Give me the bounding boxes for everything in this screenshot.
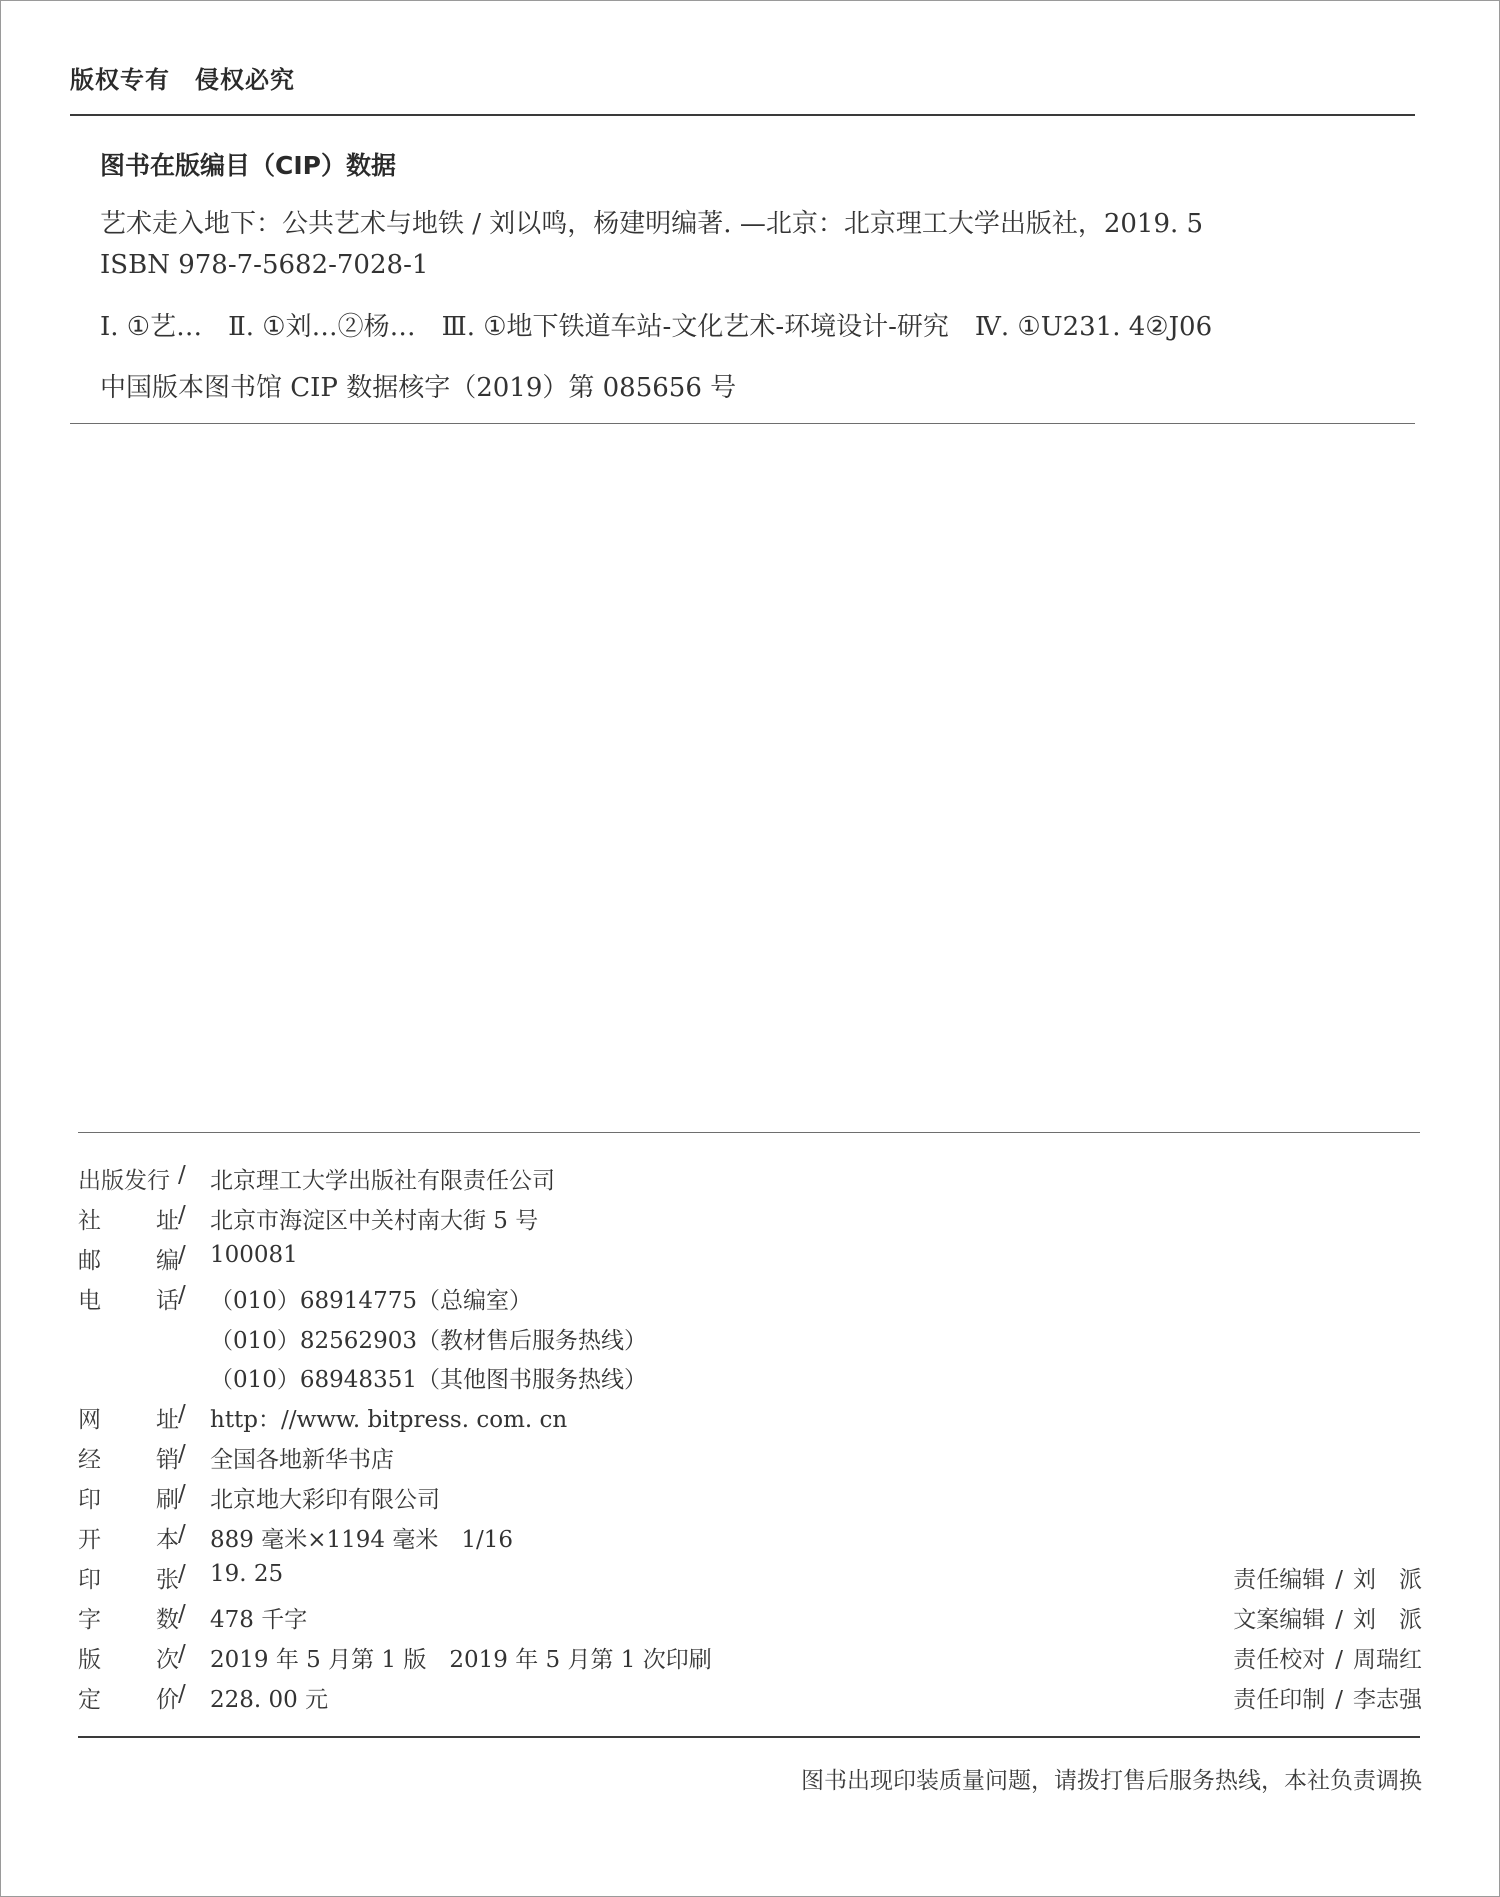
cip-line-subjects: Ⅰ. ①艺… Ⅱ. ①刘…②杨… Ⅲ. ①地下铁道车站-文化艺术-环境设计-研究 Ⅳ. ①U231. 4②J06 [100, 312, 1213, 342]
footer-rule [78, 1736, 1420, 1738]
pub-label: 印 张 [78, 1567, 179, 1593]
pub-value: （010）68948351（其他图书服务热线） [210, 1367, 647, 1393]
cip-bottom-rule [70, 423, 1415, 424]
pub-label: 社 址 [78, 1208, 179, 1234]
pub-label: 邮 编 [78, 1248, 179, 1274]
pub-label: 出版发行 [78, 1168, 170, 1194]
pub-label: 版 次 [78, 1647, 179, 1673]
pub-separator: / [178, 1401, 186, 1427]
pub-separator: / [178, 1601, 186, 1627]
cip-title: 图书在版编目（CIP）数据 [100, 151, 396, 180]
staff-role: 责任校对 [1233, 1647, 1326, 1673]
pub-value: （010）68914775（总编室） [210, 1288, 532, 1314]
pub-separator: / [178, 1521, 186, 1547]
pub-separator: / [178, 1282, 186, 1308]
staff-credit [1233, 1681, 1422, 1714]
staff-name: 刘 派 [1353, 1567, 1422, 1593]
staff-credit [1233, 1601, 1422, 1634]
pub-label: 网 址 [78, 1407, 179, 1433]
staff-separator: / [1335, 1647, 1343, 1673]
pub-separator: / [178, 1162, 186, 1188]
pub-value: 2019 年 5 月第 1 版 2019 年 5 月第 1 次印刷 [210, 1647, 712, 1673]
pub-value: http：//www. bitpress. com. cn [210, 1407, 568, 1433]
staff-name: 李志强 [1353, 1687, 1422, 1713]
pub-value: 100081 [210, 1242, 298, 1268]
pub-label: 开 本 [78, 1527, 179, 1553]
pub-value: 889 毫米×1194 毫米 1/16 [210, 1527, 513, 1553]
staff-separator: / [1335, 1687, 1343, 1713]
pub-label: 字 数 [78, 1607, 179, 1633]
staff-separator: / [1335, 1567, 1343, 1593]
staff-separator: / [1335, 1607, 1343, 1633]
pub-label: 印 刷 [78, 1487, 179, 1513]
pub-separator: / [178, 1641, 186, 1667]
pub-value: 北京地大彩印有限公司 [210, 1487, 440, 1513]
pub-label: 经 销 [78, 1447, 179, 1473]
pub-value: 北京市海淀区中关村南大街 5 号 [210, 1208, 539, 1234]
pub-separator: / [178, 1481, 186, 1507]
pub-separator: / [178, 1441, 186, 1467]
pub-label: 电 话 [78, 1288, 179, 1314]
pub-separator: / [178, 1681, 186, 1707]
header-rule [70, 114, 1415, 116]
staff-role: 责任印制 [1233, 1687, 1326, 1713]
pub-value: 228. 00 元 [210, 1687, 329, 1713]
pub-separator: / [178, 1202, 186, 1228]
cip-line-bibliographic: 艺术走入地下：公共艺术与地铁 / 刘以鸣，杨建明编著. —北京：北京理工大学出版社，2019. 5 [100, 209, 1204, 239]
pub-value: 北京理工大学出版社有限责任公司 [210, 1168, 555, 1194]
pub-value: 19. 25 [210, 1561, 284, 1587]
quality-notice: 图书出现印装质量问题，请拨打售后服务热线，本社负责调换 [801, 1768, 1422, 1794]
pub-value: 全国各地新华书店 [210, 1447, 394, 1473]
staff-credit [1233, 1641, 1422, 1674]
staff-name: 刘 派 [1353, 1607, 1422, 1633]
pub-separator: / [178, 1242, 186, 1268]
pub-value: （010）82562903（教材售后服务热线） [210, 1328, 647, 1354]
copyright-notice: 版权专有 侵权必究 [70, 66, 295, 94]
staff-role: 责任编辑 [1233, 1567, 1326, 1593]
pub-label: 定 价 [78, 1687, 179, 1713]
pub-value: 478 千字 [210, 1607, 308, 1633]
pub-separator: / [178, 1561, 186, 1587]
staff-name: 周瑞红 [1353, 1647, 1422, 1673]
cip-line-record-number: 中国版本图书馆 CIP 数据核字（2019）第 085656 号 [100, 373, 737, 403]
staff-credit [1233, 1561, 1422, 1594]
publication-top-rule [78, 1132, 1420, 1133]
staff-role: 文案编辑 [1233, 1607, 1326, 1633]
cip-line-isbn: ISBN 978-7-5682-7028-1 [100, 250, 429, 280]
